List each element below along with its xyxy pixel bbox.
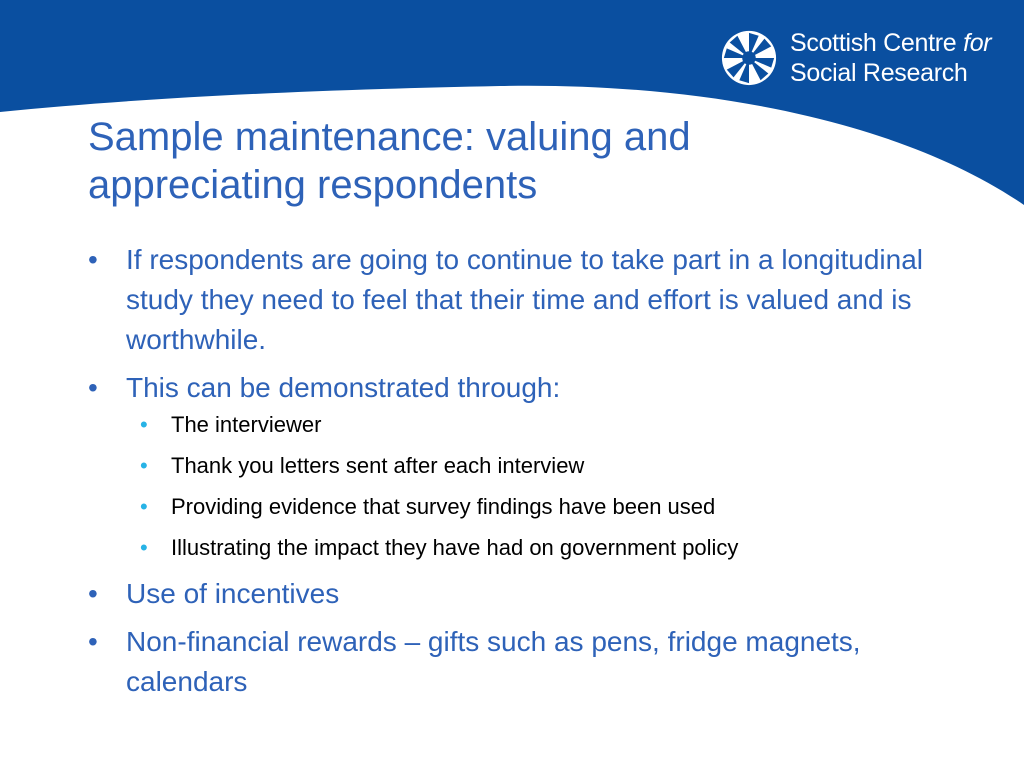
bullet-marker: •: [88, 372, 98, 403]
sub-bullet-marker: •: [140, 412, 148, 437]
bullet-list: [88, 240, 968, 702]
bullet-item: [88, 368, 968, 563]
aperture-logo-icon: [720, 29, 778, 87]
bullet-text: Non-financial rewards – gifts such as pens, fridge magnets, calendars: [126, 626, 861, 697]
slide-body: [88, 240, 968, 710]
sub-bullet-text: Providing evidence that survey findings have been used: [171, 494, 716, 519]
bullet-item: [88, 240, 968, 360]
slide-title: Sample maintenance: valuing and appreciating respondents: [88, 115, 691, 207]
sub-bullet-item: [126, 492, 968, 522]
logo-line2: Social Research: [790, 59, 968, 87]
sub-bullet-text: Thank you letters sent after each interview: [171, 453, 585, 478]
bullet-text: This can be demonstrated through:: [126, 372, 561, 403]
sub-bullet-marker: •: [140, 494, 148, 519]
sub-bullet-marker: •: [140, 453, 148, 478]
bullet-item: [88, 574, 968, 614]
bullet-marker: •: [88, 578, 98, 609]
bullet-text: Use of incentives: [126, 578, 340, 609]
sub-bullet-item: [126, 410, 968, 440]
sub-bullet-marker: •: [140, 535, 148, 560]
sub-bullet-list: [126, 410, 968, 563]
sub-bullet-item: [126, 533, 968, 563]
organisation-logo: [720, 26, 991, 90]
sub-bullet-text: Illustrating the impact they have had on government policy: [171, 535, 739, 560]
bullet-marker: •: [88, 244, 98, 275]
bullet-marker: •: [88, 626, 98, 657]
logo-wordmark: [790, 28, 991, 88]
bullet-text: If respondents are going to continue to take part in a longitudinal study they need to feel that their time and effort is valued and is worthwhile.: [126, 244, 923, 355]
logo-line1: Scottish Centre: [790, 29, 964, 57]
sub-bullet-text: The interviewer: [171, 412, 322, 437]
bullet-item: [88, 622, 968, 702]
sub-bullet-item: [126, 451, 968, 481]
logo-line1-italic: for: [963, 29, 992, 57]
